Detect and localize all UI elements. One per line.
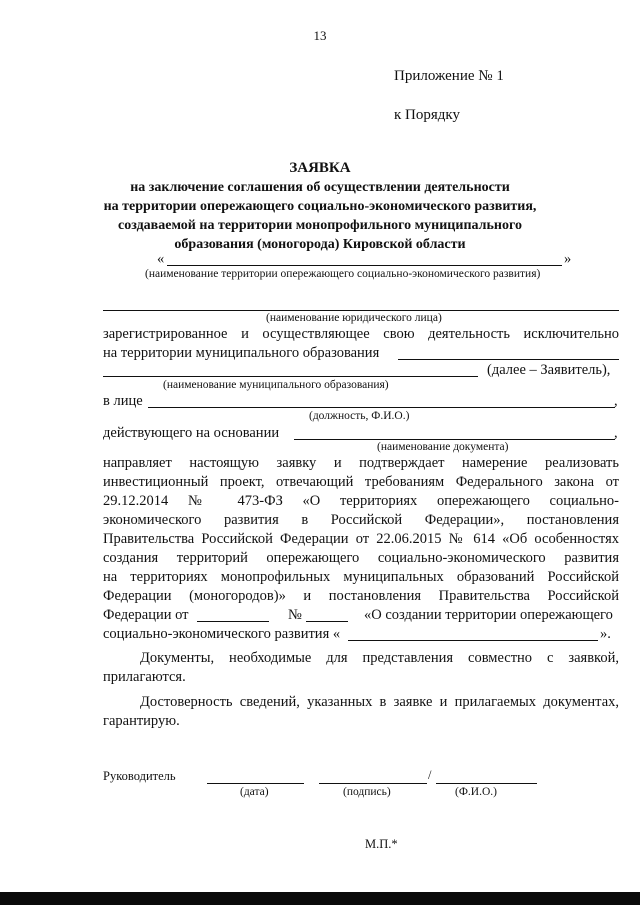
registered-line: на территории муниципального образования <box>103 345 380 361</box>
body-line: Правительства Российской Федерации от 22.06.2015 № 614 «Об особенностях <box>103 531 619 547</box>
subtitle-line: образования (моногорода) Кировской области <box>174 237 466 252</box>
municipality-field-cont[interactable] <box>103 376 478 377</box>
comma: , <box>614 425 618 441</box>
head-label: Руководитель <box>103 769 176 783</box>
documents-line: прилагаются. <box>103 669 186 685</box>
caption-municipality: (наименование муниципального образования) <box>163 379 389 391</box>
subtitle-line: на заключение соглашения об осуществлении деятельности <box>130 180 510 195</box>
slash: / <box>428 768 432 782</box>
legal-entity-field[interactable] <box>103 310 619 311</box>
caption-territory: (наименование территории опережающего социально-экономического развития) <box>145 268 541 280</box>
body-line: создания территорий опережающего социально-экономического развития <box>103 550 619 566</box>
document-name-field[interactable] <box>294 439 615 440</box>
caption-signature: (подпись) <box>343 786 391 798</box>
body-line: инвестиционный проект, отвечающий требованиям Федерального закона от <box>103 474 619 490</box>
stamp-place: М.П.* <box>365 837 398 851</box>
document-title: ЗАЯВКА <box>289 160 351 176</box>
body-line: Федерации (моногородов)» и постановления Правительства Российской <box>103 588 619 604</box>
in-person-label: в лице <box>103 393 143 409</box>
territory-resolution-field[interactable] <box>348 640 598 641</box>
resolution-title-start: «О создании территории опережающего <box>364 607 613 623</box>
federation-from-label: Федерации от <box>103 607 189 623</box>
body-line: 29.12.2014 № 473-ФЗ «О территориях опережающего социально- <box>103 493 619 509</box>
caption-document: (наименование документа) <box>377 441 509 453</box>
date-field[interactable] <box>207 783 304 784</box>
quote-open: « <box>157 251 165 267</box>
signature-field[interactable] <box>319 783 427 784</box>
page-number: 13 <box>313 28 327 43</box>
territory-name-field[interactable] <box>167 265 562 266</box>
body-line: на территориях монопрофильных муниципальных образований Российской <box>103 569 619 585</box>
caption-position: (должность, Ф.И.О.) <box>309 410 410 422</box>
socio-economic-label: социально-экономического развития « <box>103 626 341 642</box>
appendix-reference: к Порядку <box>394 107 460 123</box>
subtitle-line: создаваемой на территории монопрофильного муниципального <box>118 218 522 233</box>
reliability-line: Достоверность сведений, указанных в заявке и прилагаемых документах, <box>140 694 619 710</box>
caption-date: (дата) <box>240 786 269 798</box>
acting-basis-label: действующего на основании <box>103 425 280 441</box>
caption-fio: (Ф.И.О.) <box>455 786 497 798</box>
position-name-field[interactable] <box>148 407 615 408</box>
subtitle-line: на территории опережающего социально-экономического развития, <box>103 199 537 214</box>
quote-close: » <box>564 251 572 267</box>
registered-line: зарегистрированное и осуществляющее свою деятельность исключительно <box>103 326 619 342</box>
caption-legal-entity: (наименование юридического лица) <box>266 312 442 324</box>
appendix-number: Приложение № 1 <box>394 68 504 84</box>
number-sign: № <box>288 607 302 623</box>
reliability-line: гарантирую. <box>103 713 180 729</box>
documents-line: Документы, необходимые для представления совместно с заявкой, <box>140 650 619 666</box>
quote-end: ». <box>600 626 611 642</box>
applicant-label: (далее – Заявитель), <box>487 362 611 378</box>
resolution-date-field[interactable] <box>197 621 269 622</box>
resolution-number-field[interactable] <box>306 621 348 622</box>
municipality-field[interactable] <box>398 359 619 360</box>
body-line: направляет настоящую заявку и подтверждает намерение реализовать <box>103 455 619 471</box>
body-line: экономического развития в Российской Федерации», постановления <box>103 512 619 528</box>
scan-edge <box>0 892 640 905</box>
comma: , <box>614 393 618 409</box>
fio-field[interactable] <box>436 783 537 784</box>
